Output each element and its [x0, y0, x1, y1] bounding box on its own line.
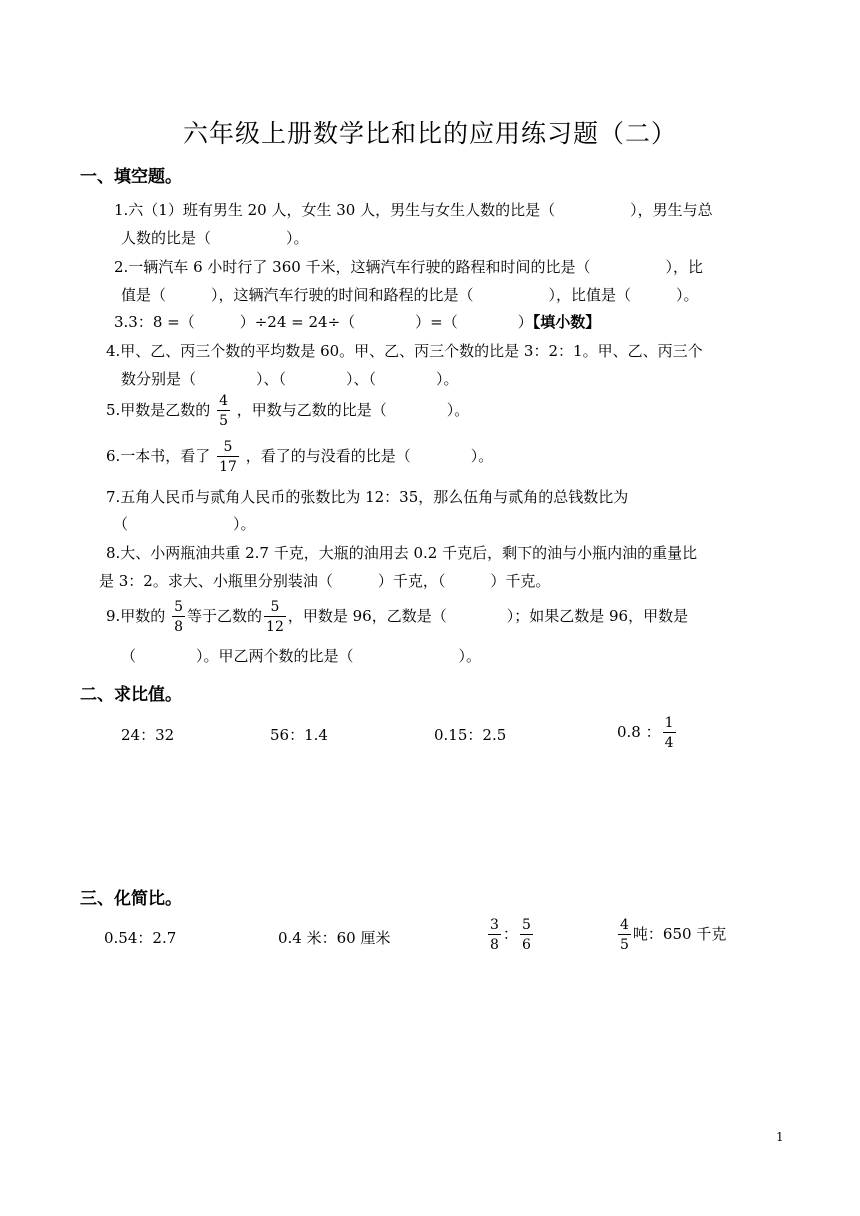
- question-9-line-1: [106, 600, 688, 634]
- question-2-line-1: 2.一辆汽车 6 小时行了 360 千米，这辆汽车行驶的路程和时间的比是（ ），比: [114, 258, 704, 276]
- question-3-text: 3.3：8 =（ ）÷24 = 24÷（ ）=（ ）: [114, 313, 533, 331]
- question-5: [106, 394, 469, 428]
- fraction-1-4: $\frac{1}{4}$: [664, 715, 674, 751]
- question-9-suffix: ，甲数是 96，乙数是（ ）；如果乙数是 96，甲数是: [287, 607, 689, 625]
- section-heading-simplify: 三、化简比。: [80, 889, 182, 909]
- simplify-item-4: [616, 918, 726, 952]
- fraction-3-8: $\frac{3}{8}$: [490, 917, 499, 953]
- question-9-prefix: 9.甲数的: [106, 607, 166, 625]
- question-4-line-1: 4.甲、乙、丙三个数的平均数是 60。甲、乙、丙三个数的比是 3：2：1。甲、乙、丙三个: [106, 342, 703, 360]
- page-number: 1: [776, 1130, 784, 1144]
- question-3-tag: 【填小数】: [532, 313, 601, 331]
- question-6-suffix: ，看了的与没看的比是（ ）。: [245, 447, 494, 465]
- question-2-line-2: 值是（ ），这辆汽车行驶的时间和路程的比是（ ），比值是（ ）。: [121, 286, 699, 304]
- simplify-item-1: 0.54：2.7: [104, 929, 177, 947]
- question-4-line-2: 数分别是（ ）、（ ）、（ ）。: [121, 370, 459, 388]
- ratio-item-4: [617, 716, 678, 750]
- fraction-5-8: $\frac{5}{8}$: [174, 599, 184, 635]
- question-8-line-1: 8.大、小两瓶油共重 2.7 千克，大瓶的油用去 0.2 千克后，剩下的油与小瓶内油的重量比: [106, 544, 698, 562]
- question-9-line-2: （ ）。甲乙两个数的比是（ ）。: [121, 647, 482, 665]
- ratio-item-3: 0.15：2.5: [434, 726, 507, 744]
- question-8-line-2: 是 3：2。求大、小瓶里分别装油（ ）千克，（ ）千克。: [99, 572, 551, 590]
- question-1-line-2: 人数的比是（ ）。: [121, 229, 309, 247]
- question-5-prefix: 5.甲数是乙数的: [106, 401, 211, 419]
- ratio-item-1: 24：32: [121, 726, 175, 744]
- question-5-suffix: ，甲数与乙数的比是（ ）。: [236, 401, 470, 419]
- fraction-5-17: $\frac{5}{17}$: [219, 439, 237, 475]
- question-7-line-2: （ ）。: [113, 515, 256, 533]
- question-6: [106, 440, 493, 474]
- question-6-prefix: 6.一本书，看了: [106, 447, 211, 465]
- page-title: 六年级上册数学比和比的应用练习题（二）: [182, 119, 677, 148]
- fraction-5-6: $\frac{5}{6}$: [521, 917, 531, 953]
- ratio-item-2: 56：1.4: [270, 726, 328, 744]
- question-9-middle: 等于乙数的: [187, 607, 263, 625]
- question-7-line-1: 7.五角人民币与贰角人民币的张数比为 12：35，那么伍角与贰角的总钱数比为: [106, 488, 629, 506]
- simplify-item-3: [486, 918, 535, 952]
- question-3: [114, 312, 600, 332]
- fraction-4-5: $\frac{4}{5}$: [219, 393, 229, 429]
- section-heading-ratio-value: 二、求比值。: [80, 685, 182, 705]
- question-1-line-1: 1.六（1）班有男生 20 人，女生 30 人，男生与女生人数的比是（ ），男生与总: [114, 201, 713, 219]
- simplify-item-4-text: 吨：650 千克: [632, 925, 727, 943]
- simplify-item-2: 0.4 米：60 厘米: [278, 929, 391, 947]
- simplify-item-3-sep: ：: [502, 925, 518, 943]
- fraction-5-12: $\frac{5}{12}$: [266, 599, 284, 635]
- fraction-4-5-b: $\frac{4}{5}$: [620, 917, 629, 953]
- section-heading-fill-blank: 一、填空题。: [80, 167, 182, 187]
- ratio-item-4-text: 0.8 ：: [617, 723, 661, 741]
